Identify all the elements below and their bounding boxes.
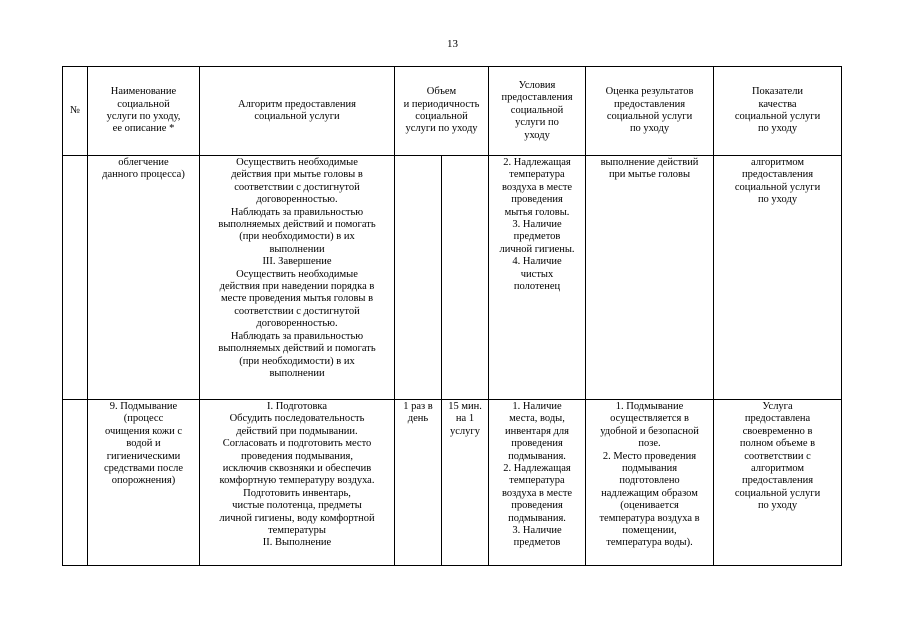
- text-line: предоставления: [741, 169, 814, 181]
- text-line: температура воды).: [606, 537, 693, 549]
- cell-name: [88, 400, 200, 566]
- text-line: Оценка результатов: [605, 86, 694, 98]
- text-line: соответствии с достигнутой: [234, 181, 360, 193]
- text-line: (оценивается: [620, 500, 679, 512]
- text-line: социальной услуги: [734, 487, 821, 499]
- header-conditions: [489, 67, 586, 156]
- text-line: действия при мытье головы в: [231, 169, 363, 181]
- text-line: мытья головы.: [504, 206, 570, 218]
- text-line: договоренностью.: [256, 194, 338, 206]
- text-line: выполнении: [269, 243, 325, 255]
- text-line: опорожнения): [111, 475, 176, 487]
- header-evaluation: [586, 67, 714, 156]
- text-line: надлежащим образом: [601, 487, 698, 499]
- text-line: договоренностью.: [256, 318, 338, 330]
- text-line: температуры: [268, 525, 326, 537]
- text-line: качества: [758, 98, 797, 110]
- text-line: II. Выполнение: [262, 537, 332, 549]
- text-line: чистые полотенца, предметы: [232, 500, 362, 512]
- cell-algorithm: [200, 156, 395, 400]
- cell-algorithm: [200, 400, 395, 566]
- text-line: воздуха в месте: [501, 181, 573, 193]
- services-table: [62, 66, 842, 566]
- text-line: день: [407, 413, 429, 425]
- text-line: при мытье головы: [608, 169, 691, 181]
- text-line: 3. Наличие: [512, 525, 562, 537]
- text-line: социальной: [117, 98, 170, 110]
- text-line: Осуществить необходимые: [236, 157, 358, 168]
- text-line: услуги по уходу,: [106, 111, 181, 122]
- text-line: по уходу: [757, 500, 798, 512]
- text-line: социальной услуги: [606, 111, 693, 122]
- text-line: предметов: [513, 537, 561, 549]
- header-number: №: [63, 67, 88, 156]
- text-line: услуги по уходу: [405, 123, 478, 135]
- cell-conditions: [489, 400, 586, 566]
- text-line: 15 мин.: [448, 401, 482, 412]
- text-line: социальной: [510, 104, 564, 116]
- text-line: 1. Наличие: [512, 401, 562, 412]
- text-line: ее описание *: [112, 123, 175, 135]
- text-line: очищения кожи с: [104, 425, 183, 437]
- cell-name: [88, 156, 200, 400]
- text-line: позе.: [638, 438, 661, 450]
- text-line: по уходу: [629, 123, 670, 135]
- text-line: личной гигиены.: [499, 243, 575, 255]
- text-line: выполнение действий: [600, 157, 699, 168]
- cell-evaluation: [586, 156, 714, 400]
- text-line: проведения: [511, 500, 563, 512]
- cell-number: [63, 156, 88, 400]
- text-line: водой и: [126, 438, 161, 450]
- text-line: воздуха в месте: [501, 487, 573, 499]
- text-line: 9. Подмывание: [109, 401, 178, 412]
- text-line: удобной и безопасной: [600, 425, 699, 437]
- text-line: Алгоритм предоставления: [238, 98, 356, 110]
- cell-evaluation: [586, 400, 714, 566]
- text-line: социальной: [415, 111, 468, 122]
- text-line: полотенец: [513, 281, 561, 293]
- text-line: соответствии с достигнутой: [234, 305, 360, 317]
- cell-quality: [714, 156, 842, 400]
- header-algorithm: [200, 67, 395, 156]
- text-line: осуществляется в: [610, 413, 689, 425]
- header-volume: [395, 67, 489, 156]
- cell-quality: [714, 400, 842, 566]
- text-line: уходу: [524, 129, 550, 141]
- text-line: помещении,: [622, 525, 677, 537]
- text-line: подмывания.: [508, 512, 566, 524]
- text-line: Осуществить необходимые: [236, 268, 358, 280]
- text-line: Наблюдать за правильностью: [230, 330, 364, 342]
- header-name: [88, 67, 200, 156]
- table-row: [63, 156, 842, 400]
- text-line: I. Подготовка: [266, 401, 328, 412]
- text-line: действия при наведении порядка в: [219, 281, 375, 293]
- text-line: полном объеме в: [739, 438, 816, 450]
- text-line: чистых: [520, 268, 554, 280]
- text-line: по уходу: [757, 194, 798, 206]
- text-line: температура: [509, 169, 565, 181]
- text-line: месте проведения мытья головы в: [220, 293, 374, 305]
- text-line: выполняемых действий и помогать: [218, 343, 376, 355]
- text-line: облегчение: [118, 157, 169, 168]
- text-line: проведения подмывания,: [240, 450, 353, 462]
- cell-duration: [442, 400, 489, 566]
- text-line: предоставления: [501, 92, 573, 104]
- text-line: Наименование: [110, 86, 177, 98]
- text-line: исключив сквозняки и обеспечив: [222, 463, 372, 475]
- text-line: данного процесса): [102, 169, 185, 181]
- header-quality: [714, 67, 842, 156]
- text-line: предоставления: [741, 475, 814, 487]
- text-line: 3. Наличие: [512, 219, 562, 231]
- text-line: подготовлено: [619, 475, 680, 487]
- text-line: соответствии с: [744, 450, 811, 462]
- text-line: по уходу: [757, 123, 798, 135]
- text-line: выполняемых действий и помогать: [218, 219, 376, 231]
- text-line: своевременно в: [742, 425, 813, 437]
- text-line: инвентаря для: [505, 425, 569, 437]
- text-line: предметов: [513, 231, 561, 243]
- text-line: Показатели: [751, 86, 804, 98]
- text-line: Наблюдать за правильностью: [230, 206, 364, 218]
- text-line: температура воздуха в: [599, 512, 700, 524]
- text-line: III. Завершение: [262, 256, 332, 268]
- text-line: и периодичность: [403, 98, 480, 110]
- text-line: услугу: [450, 425, 480, 437]
- text-line: температура: [509, 475, 565, 487]
- text-line: предоставлена: [744, 413, 811, 425]
- text-line: Подготовить инвентарь,: [243, 487, 351, 499]
- text-line: Условия: [518, 79, 556, 91]
- text-line: 2. Надлежащая: [503, 157, 571, 168]
- text-line: алгоритмом: [750, 157, 805, 168]
- text-line: Объем: [426, 86, 457, 98]
- cell-number: [63, 400, 88, 566]
- text-line: социальной услуги: [734, 181, 821, 193]
- text-line: комфортную температуру воздуха.: [219, 475, 375, 487]
- cell-conditions: [489, 156, 586, 400]
- cell-frequency: [395, 156, 442, 400]
- text-line: гигиеническими: [106, 450, 181, 462]
- text-line: Услуга: [762, 401, 793, 412]
- text-line: проведения: [511, 438, 563, 450]
- text-line: социальной услуги: [734, 111, 821, 122]
- text-line: 2. Место проведения: [602, 450, 697, 462]
- text-line: 4. Наличие: [512, 256, 562, 268]
- text-line: личной гигиены, воду комфортной: [219, 512, 375, 524]
- text-line: алгоритмом: [750, 463, 805, 475]
- text-line: Обсудить последовательность: [229, 413, 365, 425]
- text-line: предоставления: [613, 98, 686, 110]
- text-line: 2. Надлежащая: [503, 463, 571, 475]
- text-line: подмывания: [621, 463, 678, 475]
- text-line: средствами после: [103, 463, 184, 475]
- page-number: 13: [447, 38, 458, 50]
- text-line: выполнении: [269, 367, 325, 379]
- text-line: Согласовать и подготовить место: [222, 438, 372, 450]
- text-line: (при необходимости) в их: [239, 355, 355, 367]
- text-line: услуги по: [515, 117, 559, 129]
- text-line: 1 раз в: [403, 401, 433, 412]
- table-row: [63, 400, 842, 566]
- text-line: на 1: [455, 413, 475, 425]
- table-header-row: [63, 67, 842, 156]
- cell-duration: [442, 156, 489, 400]
- text-line: места, воды,: [509, 413, 565, 425]
- text-line: подмывания.: [508, 450, 566, 462]
- text-line: социальной услуги: [254, 111, 340, 122]
- text-line: действий при подмывании.: [236, 425, 358, 437]
- cell-frequency: [395, 400, 442, 566]
- text-line: 1. Подмывание: [615, 401, 684, 412]
- text-line: (при необходимости) в их: [239, 231, 355, 243]
- text-line: проведения: [511, 194, 563, 206]
- text-line: (процесс: [123, 413, 164, 425]
